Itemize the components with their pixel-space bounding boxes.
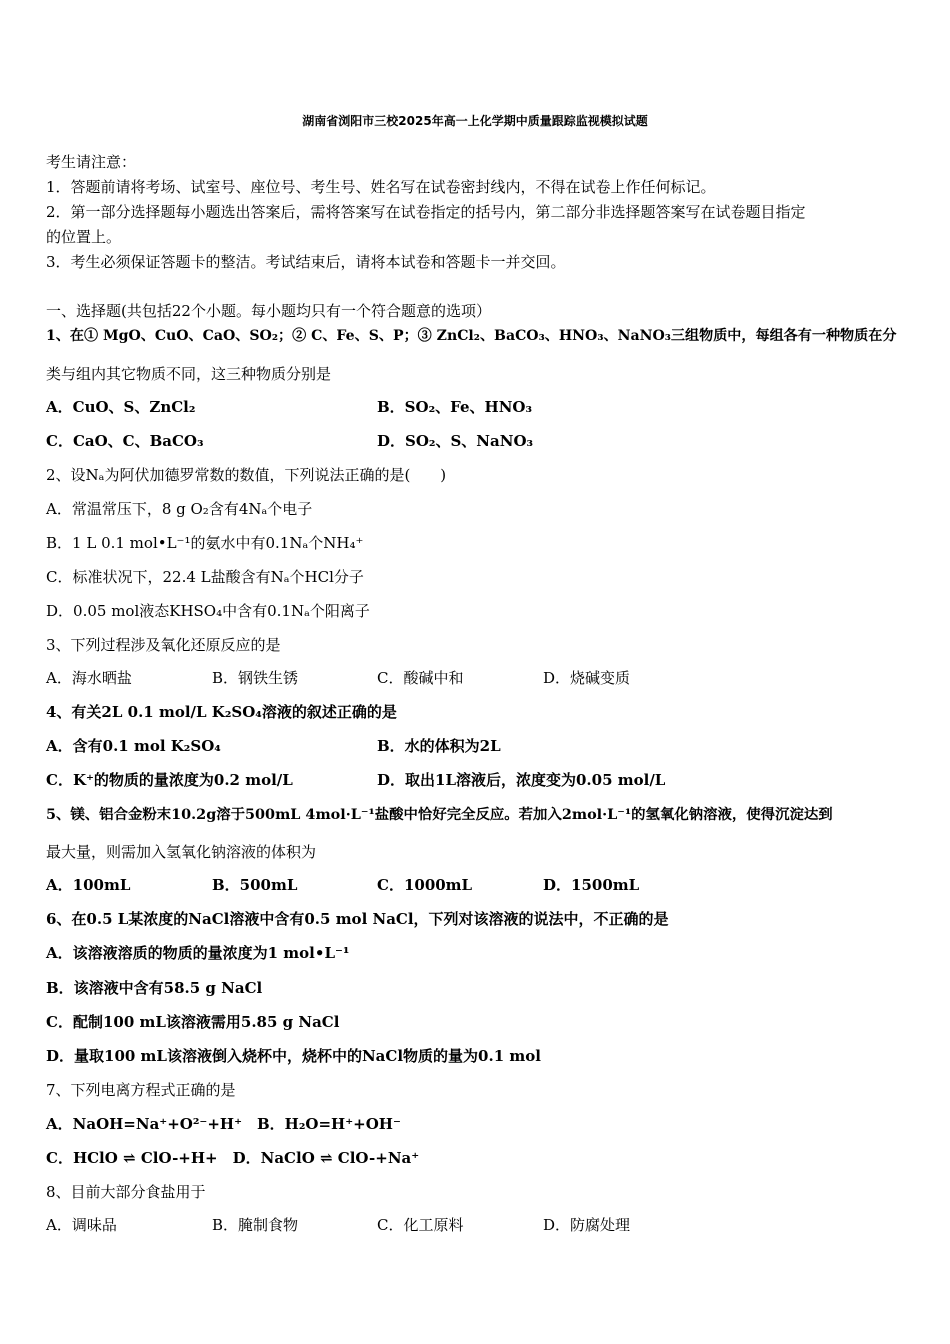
q2-option-a: A．常温常压下，8 g O₂含有4Nₐ个电子 xyxy=(46,500,313,518)
notice-item-1: 1．答题前请将考场、试室号、座位号、考生号、姓名写在试卷密封线内，不得在试卷上作任何标记。 xyxy=(46,178,716,196)
q2-stem: 2、设Nₐ为阿伏加德罗常数的数值，下列说法正确的是( ) xyxy=(46,466,447,484)
q1-option-a: A．CuO、S、ZnCl₂ xyxy=(46,398,196,416)
q4-option-b: B．水的体积为2L xyxy=(377,737,501,755)
q5-option-a: A．100mL xyxy=(46,876,131,894)
q7-stem: 7、下列电离方程式正确的是 xyxy=(46,1081,236,1099)
q8-stem: 8、目前大部分食盐用于 xyxy=(46,1183,206,1201)
q8-option-d: D．防腐处理 xyxy=(543,1216,631,1234)
page-title: 湖南省浏阳市三校2025年高一上化学期中质量跟踪监视模拟试题 xyxy=(302,114,648,128)
q8-option-c: C．化工原料 xyxy=(377,1216,464,1234)
q5-stem-line1: 5、镁、铝合金粉末10.2g溶于500mL 4mol·L⁻¹盐酸中恰好完全反应。若加入2mol·L⁻¹的氢氧化钠溶液，使得沉淀达到 xyxy=(46,806,833,823)
q1-stem-line2: 类与组内其它物质不同，这三种物质分别是 xyxy=(46,365,332,383)
q6-option-c: C．配制100 mL该溶液需用5.85 g NaCl xyxy=(46,1013,340,1031)
q3-option-b: B．钢铁生锈 xyxy=(212,669,299,687)
q4-option-c: C．K⁺的物质的量浓度为0.2 mol/L xyxy=(46,771,293,789)
q2-option-c: C．标准状况下，22.4 L盐酸含有Nₐ个HCl分子 xyxy=(46,568,364,586)
q3-stem: 3、下列过程涉及氧化还原反应的是 xyxy=(46,636,281,654)
q1-stem-line1: 1、在① MgO、CuO、CaO、SO₂；② C、Fe、S、P；③ ZnCl₂、BaCO₃、HNO₃、NaNO₃三组物质中，每组各有一种物质在分 xyxy=(46,328,897,344)
notice-item-2-cont: 的位置上。 xyxy=(46,228,122,246)
notice-item-3: 3．考生必须保证答题卡的整洁。考试结束后，请将本试卷和答题卡一并交回。 xyxy=(46,253,566,271)
q1-option-d: D．SO₂、S、NaNO₃ xyxy=(377,432,534,450)
q6-option-d: D．量取100 mL该溶液倒入烧杯中，烧杯中的NaCl物质的量为0.1 mol xyxy=(46,1047,541,1065)
q3-option-d: D．烧碱变质 xyxy=(543,669,631,687)
q1-option-b: B．SO₂、Fe、HNO₃ xyxy=(377,398,533,416)
q4-option-d: D．取出1L溶液后，浓度变为0.05 mol/L xyxy=(377,771,666,789)
q5-option-d: D．1500mL xyxy=(543,876,640,894)
q5-stem-line2: 最大量，则需加入氢氧化钠溶液的体积为 xyxy=(46,843,317,861)
q8-option-a: A．调味品 xyxy=(46,1216,117,1234)
q4-stem: 4、有关2L 0.1 mol/L K₂SO₄溶液的叙述正确的是 xyxy=(46,703,397,721)
q6-option-a: A．该溶液溶质的物质的量浓度为1 mol•L⁻¹ xyxy=(46,944,350,962)
q2-option-b: B．1 L 0.1 mol•L⁻¹的氨水中有0.1Nₐ个NH₄⁺ xyxy=(46,534,364,552)
section-heading: 一、选择题(共包括22个小题。每小题均只有一个符合题意的选项） xyxy=(46,302,491,320)
q3-option-c: C．酸碱中和 xyxy=(377,669,464,687)
q1-option-c: C．CaO、C、BaCO₃ xyxy=(46,432,204,450)
q3-option-a: A．海水晒盐 xyxy=(46,669,132,687)
q6-option-b: B．该溶液中含有58.5 g NaCl xyxy=(46,979,263,997)
notice-item-2: 2．第一部分选择题每小题选出答案后，需将答案写在试卷指定的括号内，第二部分非选择题答案写在试卷题目指定 xyxy=(46,203,806,221)
q6-stem: 6、在0.5 L某浓度的NaCl溶液中含有0.5 mol NaCl，下列对该溶液的说法中，不正确的是 xyxy=(46,910,669,928)
q2-option-d: D．0.05 mol液态KHSO₄中含有0.1Nₐ个阳离子 xyxy=(46,602,370,620)
q7-options-cd: C．HClO ⇌ ClO-+H+ D．NaClO ⇌ ClO-+Na⁺ xyxy=(46,1149,420,1167)
q7-options-ab: A．NaOH=Na⁺+O²⁻+H⁺ B．H₂O=H⁺+OH⁻ xyxy=(46,1115,401,1133)
notice-heading: 考生请注意： xyxy=(46,153,137,171)
q8-option-b: B．腌制食物 xyxy=(212,1216,299,1234)
q4-option-a: A．含有0.1 mol K₂SO₄ xyxy=(46,737,221,755)
q5-option-c: C．1000mL xyxy=(377,876,473,894)
q5-option-b: B．500mL xyxy=(212,876,298,894)
